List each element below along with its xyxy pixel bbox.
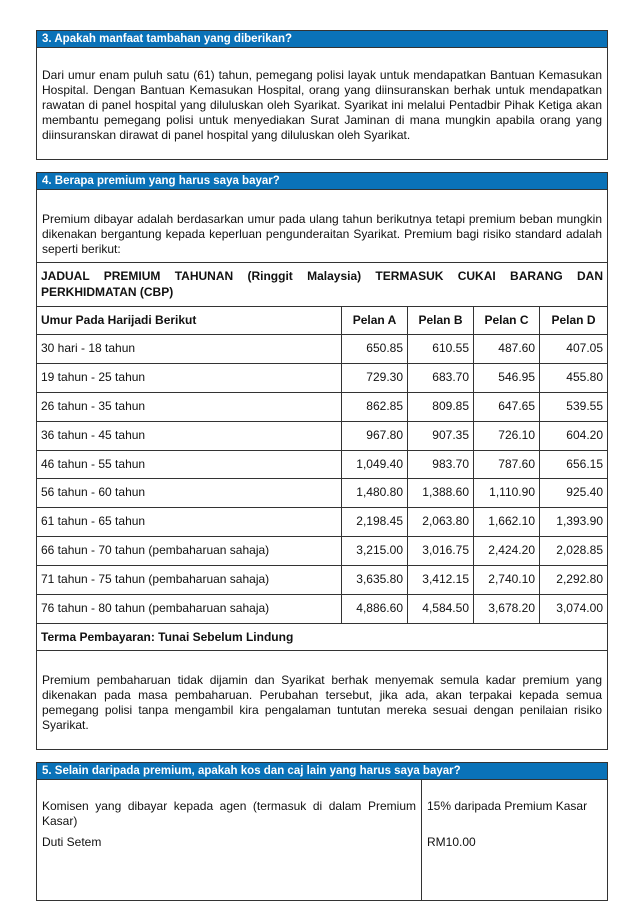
premium-cell: 2,028.85 — [556, 543, 603, 558]
section-4-intro: Premium dibayar adalah berdasarkan umur pada ulang tahun berikutnya tetapi premium beban mungkin dikenakan bergantung kepada keperluan pengunderaitan Syarikat. Premium bagi risiko standard adalah seperti berikut: — [42, 212, 602, 256]
age-band-cell: 30 hari - 18 tahun — [37, 335, 342, 363]
premium-cell: 2,740.10 — [474, 566, 540, 594]
premium-table — [37, 306, 607, 623]
premium-cell: 407.05 — [566, 341, 603, 355]
premium-cell: 862.85 — [342, 393, 408, 421]
table-row — [37, 450, 607, 479]
premium-cell: 3,215.00 — [342, 537, 408, 565]
age-band-cell: 66 tahun - 70 tahun (pembaharuan sahaja) — [37, 537, 342, 565]
premium-cell: 1,393.90 — [556, 514, 603, 529]
renewal-note: Premium pembaharuan tidak dijamin dan Syarikat berhak menyemak semula kadar premium yang dikenakan pada masa pembaharuan. Perubahan tersebut, jika ada, akan terpakai kepada semua pemegang polisi tanpa mengambil kira pengalaman tuntutan mereka sesuai dengan penilaian risiko Syarikat. — [42, 672, 602, 732]
premium-cell: 1,110.90 — [474, 479, 540, 507]
premium-cell: 3,412.15 — [408, 566, 474, 594]
premium-cell: 487.60 — [474, 335, 540, 363]
premium-cell: 809.85 — [408, 393, 474, 421]
section-3-body: Dari umur enam puluh satu (61) tahun, pemegang polisi layak untuk mendapatkan Bantuan Kemasukan Hospital. Dengan Bantuan Kemasukan Hospital, orang yang diinsuranskan berhak untuk mendapatkan rawatan di panel hospital yang diluluskan oleh Syarikat. Syarikat ini melalui Pentadbir Pihak Ketiga akan membantu pemegang polisi untuk menyediakan Surat Jaminan di mana mungkin apabila orang yang diinsuranskan dirawat di panel hospital yang diluluskan oleh Syarikat. — [42, 68, 602, 142]
premium-cell: 983.70 — [408, 451, 474, 479]
payment-terms: Terma Pembayaran: Tunai Sebelum Lindung — [41, 629, 294, 644]
premium-table-title: JADUAL PREMIUM TAHUNAN (Ringgit Malaysia) TERMASUK CUKAI BARANG DAN PERKHIDMATAN (CBP) — [41, 269, 603, 299]
section-5-header: 5. Selain daripada premium, apakah kos dan caj lain yang harus saya bayar? — [37, 763, 607, 780]
table-row — [37, 392, 607, 421]
column-header: Pelan B — [408, 307, 474, 334]
stamp-duty-value: RM10.00 — [427, 835, 476, 849]
section-4-header: 4. Berapa premium yang harus saya bayar? — [37, 173, 607, 190]
charges-table — [37, 780, 607, 900]
premium-cell: 650.85 — [342, 335, 408, 363]
section-3 — [36, 30, 608, 160]
section-3-header: 3. Apakah manfaat tambahan yang diberikan? — [37, 31, 607, 48]
premium-cell: 539.55 — [566, 398, 603, 413]
column-header: Pelan A — [342, 307, 408, 334]
premium-cell: 3,074.00 — [556, 601, 603, 616]
age-band-cell: 46 tahun - 55 tahun — [37, 451, 342, 479]
commission-label: Komisen yang dibayar kepada agen (termasuk di dalam Premium Kasar) — [42, 799, 416, 828]
premium-cell: 787.60 — [474, 451, 540, 479]
premium-cell: 1,049.40 — [342, 451, 408, 479]
age-band-cell: 61 tahun - 65 tahun — [37, 508, 342, 536]
age-band-cell: 19 tahun - 25 tahun — [37, 364, 342, 392]
table-row — [37, 565, 607, 594]
age-band-cell: 56 tahun - 60 tahun — [37, 479, 342, 507]
premium-cell: 729.30 — [342, 364, 408, 392]
premium-cell: 2,063.80 — [408, 508, 474, 536]
charges-labels — [37, 780, 422, 900]
premium-cell: 907.35 — [408, 422, 474, 450]
premium-cell: 3,016.75 — [408, 537, 474, 565]
premium-cell: 2,292.80 — [556, 572, 603, 587]
premium-cell: 683.70 — [408, 364, 474, 392]
premium-cell: 1,388.60 — [408, 479, 474, 507]
premium-cell: 610.55 — [408, 335, 474, 363]
payment-terms-row — [37, 623, 607, 650]
premium-cell: 3,635.80 — [342, 566, 408, 594]
table-row — [37, 478, 607, 507]
premium-cell: 604.20 — [566, 427, 603, 442]
premium-table-title-row — [37, 262, 607, 306]
table-row — [37, 363, 607, 392]
table-row — [37, 594, 607, 623]
column-header: Pelan C — [474, 307, 540, 334]
charges-values — [422, 780, 607, 900]
column-header: Umur Pada Harijadi Berikut — [37, 307, 342, 334]
table-row — [37, 421, 607, 450]
premium-cell: 925.40 — [566, 485, 603, 500]
premium-cell: 726.10 — [474, 422, 540, 450]
age-band-cell: 71 tahun - 75 tahun (pembaharuan sahaja) — [37, 566, 342, 594]
premium-table-header-row — [37, 306, 607, 334]
premium-cell: 647.65 — [474, 393, 540, 421]
section-4 — [36, 172, 608, 750]
premium-cell: 4,584.50 — [408, 595, 474, 623]
table-row — [37, 536, 607, 565]
premium-cell: 656.15 — [566, 456, 603, 471]
age-band-cell: 76 tahun - 80 tahun (pembaharuan sahaja) — [37, 595, 342, 623]
commission-value: 15% daripada Premium Kasar — [427, 799, 588, 813]
table-row — [37, 334, 607, 363]
section-5 — [36, 762, 608, 901]
age-band-cell: 36 tahun - 45 tahun — [37, 422, 342, 450]
stamp-duty-label: Duti Setem — [42, 835, 102, 849]
premium-cell: 967.80 — [342, 422, 408, 450]
premium-cell: 455.80 — [566, 369, 603, 384]
age-band-cell: 26 tahun - 35 tahun — [37, 393, 342, 421]
premium-cell: 1,480.80 — [342, 479, 408, 507]
premium-cell: 1,662.10 — [474, 508, 540, 536]
table-row — [37, 507, 607, 536]
premium-cell: 3,678.20 — [474, 595, 540, 623]
premium-cell: 2,424.20 — [474, 537, 540, 565]
column-header: Pelan D — [551, 313, 596, 327]
premium-cell: 546.95 — [474, 364, 540, 392]
renewal-note-row — [37, 650, 607, 759]
premium-cell: 2,198.45 — [342, 508, 408, 536]
premium-cell: 4,886.60 — [342, 595, 408, 623]
